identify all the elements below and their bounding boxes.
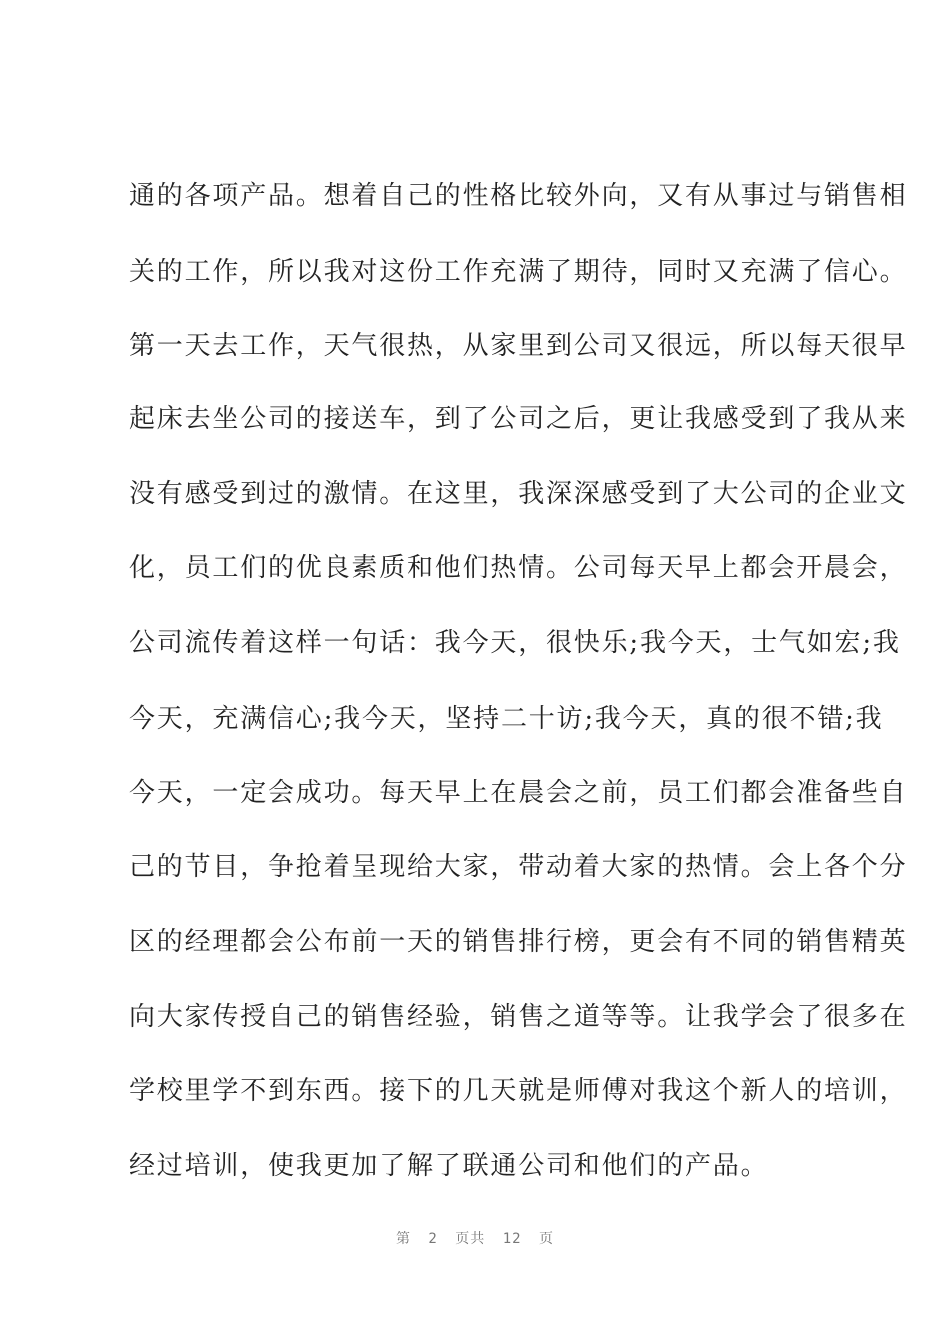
paragraph-line-9: 今天，一定会成功。每天早上在晨会之前，员工们都会准备些自: [129, 778, 908, 808]
paragraph-line-6: 化，员工们的优良素质和他们热情。公司每天早上都会开晨会，: [129, 553, 908, 583]
paragraph-line-10: 己的节目，争抢着呈现给大家，带动着大家的热情。会上各个分: [129, 852, 908, 882]
page-number-footer: 第 2 页共 12 页: [395, 1231, 554, 1247]
paragraph-line-8: 今天，充满信心;我今天，坚持二十访;我今天，真的很不错;我: [129, 704, 884, 734]
paragraph-line-3: 第一天去工作，天气很热，从家里到公司又很远，所以每天很早: [129, 331, 908, 361]
paragraph-line-1: 通的各项产品。想着自己的性格比较外向，又有从事过与销售相: [129, 181, 908, 211]
paragraph-line-2: 关的工作，所以我对这份工作充满了期待，同时又充满了信心。: [129, 257, 908, 287]
paragraph-line-12: 向大家传授自己的销售经验，销售之道等等。让我学会了很多在: [129, 1002, 908, 1032]
paragraph-line-11: 区的经理都会公布前一天的销售排行榜，更会有不同的销售精英: [129, 927, 908, 957]
paragraph-line-7: 公司流传着这样一句话：我今天，很快乐;我今天，士气如宏;我: [129, 628, 901, 658]
paragraph-line-4: 起床去坐公司的接送车，到了公司之后，更让我感受到了我从来: [129, 404, 908, 434]
paragraph-line-13: 学校里学不到东西。接下的几天就是师傅对我这个新人的培训，: [129, 1076, 908, 1106]
paragraph-line-5: 没有感受到过的激情。在这里，我深深感受到了大公司的企业文: [129, 479, 908, 509]
paragraph-line-14: 经过培训，使我更加了解了联通公司和他们的产品。: [129, 1151, 769, 1181]
